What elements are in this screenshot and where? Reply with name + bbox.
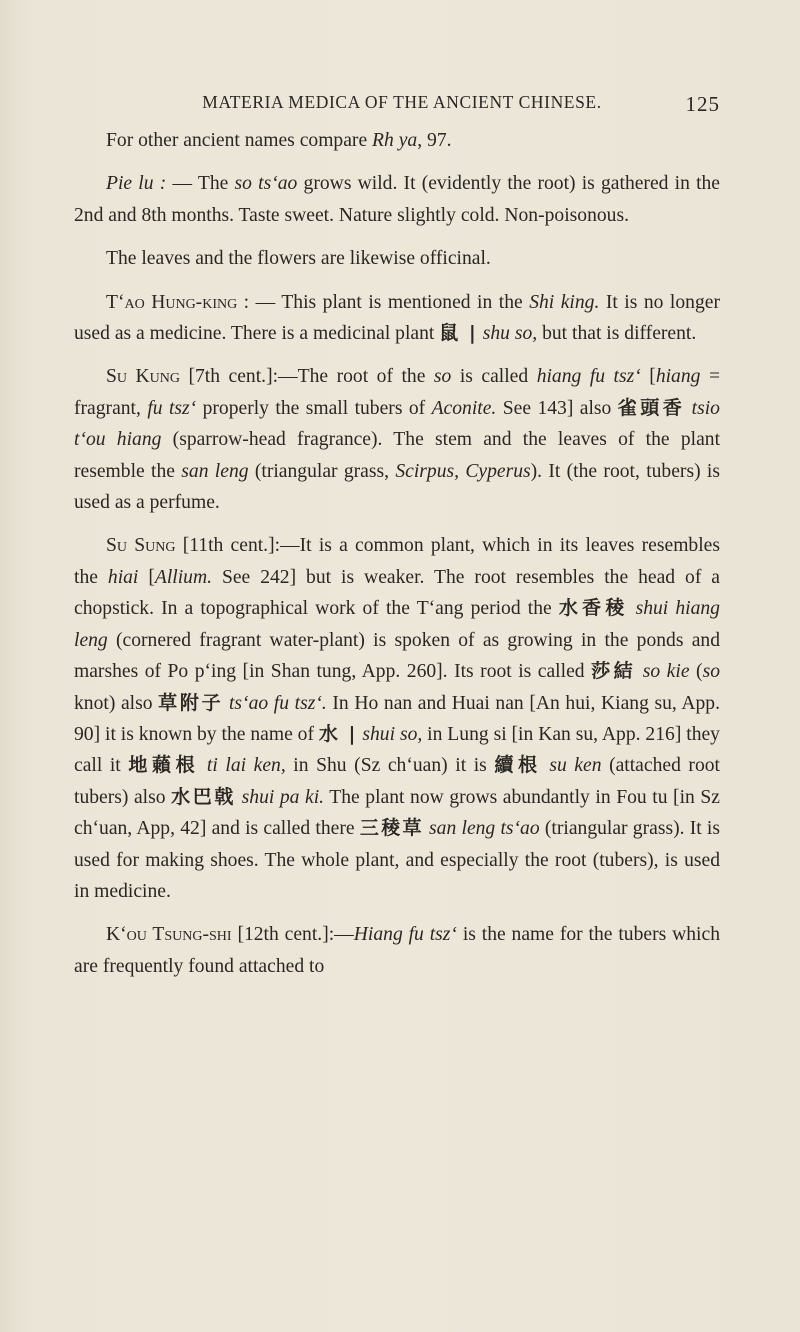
- paragraph: Su Kung [7th cent.]:—The root of the so is called hiang fu tsz‘ [hiang = fragrant, fu tsz‘ properly the small tubers of Aconite. See 143] also 雀頭香 tsio t‘ou hiang (sparrow-head fragrance). The stem and the leaves of the plant resemble the san leng (triangular grass, Scirpus, Cyperus). It (the root, tubers) is used as a perfume.: [74, 366, 721, 514]
- chinese-characters: 雀頭香: [617, 396, 686, 419]
- chinese-characters: 水香稜: [558, 597, 629, 620]
- chinese-characters: 水巴戟: [171, 785, 237, 808]
- paragraph: The leaves and the flowers are likewise officinal.: [106, 248, 491, 270]
- paragraph: Pie lu : — The so ts‘ao grows wild. It (evidently the root) is gathered in the 2nd and 8th months. Taste sweet. Nature slightly cold. Non-poisonous.: [74, 173, 721, 226]
- chinese-characters: 續根: [494, 754, 542, 777]
- chinese-characters: 地藾根: [128, 754, 200, 777]
- paragraph: T‘ao Hung-king : — This plant is mentioned in the Shi king. It is no longer used as a medicine. There is a medicinal plant 鼠 | shu so, but that is different.: [74, 291, 720, 345]
- chinese-characters: 鼠 |: [439, 322, 478, 345]
- chinese-characters: 三稜草: [359, 817, 424, 840]
- chinese-characters: 草附子: [158, 691, 224, 714]
- paragraph: K‘ou Tsung-shi [12th cent.]:—Hiang fu tsz‘ is the name for the tubers which are frequently found attached to: [74, 924, 720, 977]
- page-body: [74, 125, 720, 982]
- chinese-characters: 水 |: [318, 722, 358, 745]
- page-number: 125: [685, 92, 720, 116]
- running-header: [74, 0, 720, 130]
- paragraph: Su Sung [11th cent.]:—It is a common plant, which in its leaves resembles the hiai [Allium. See 242] but is weaker. The root resembles the head of a chopstick. In a topographical work of the T‘ang period the 水香稜 shui hiang leng (cornered fragrant water-plant) is spoken of as growing in the ponds and marshes of Po p‘ing [in Shan tung, App. 260]. Its root is called 莎結 so kie (so knot) also 草附子 ts‘ao fu tsz‘. In Ho nan and Huai nan [An hui, Kiang su, App. 90] it is known by the name of 水 | shui so, in Lung si [in Kan su, App. 216] they call it 地藾根 ti lai ken, in Shu (Sz ch‘uan) it is 續根 su ken (attached root tubers) also 水巴戟 shui pa ki. The plant now grows abundantly in Fou tu [in Sz ch‘uan, App, 42] and is called there 三稜草 san leng ts‘ao (triangular grass). It is used for making shoes. The whole plant, and especially the root (tubers), is used in medicine.: [74, 535, 721, 902]
- header-title: MATERIA MEDICA OF THE ANCIENT CHINESE.: [202, 92, 602, 112]
- paragraph: For other ancient names compare Rh ya, 97.: [106, 130, 452, 151]
- chinese-characters: 莎結: [591, 660, 637, 683]
